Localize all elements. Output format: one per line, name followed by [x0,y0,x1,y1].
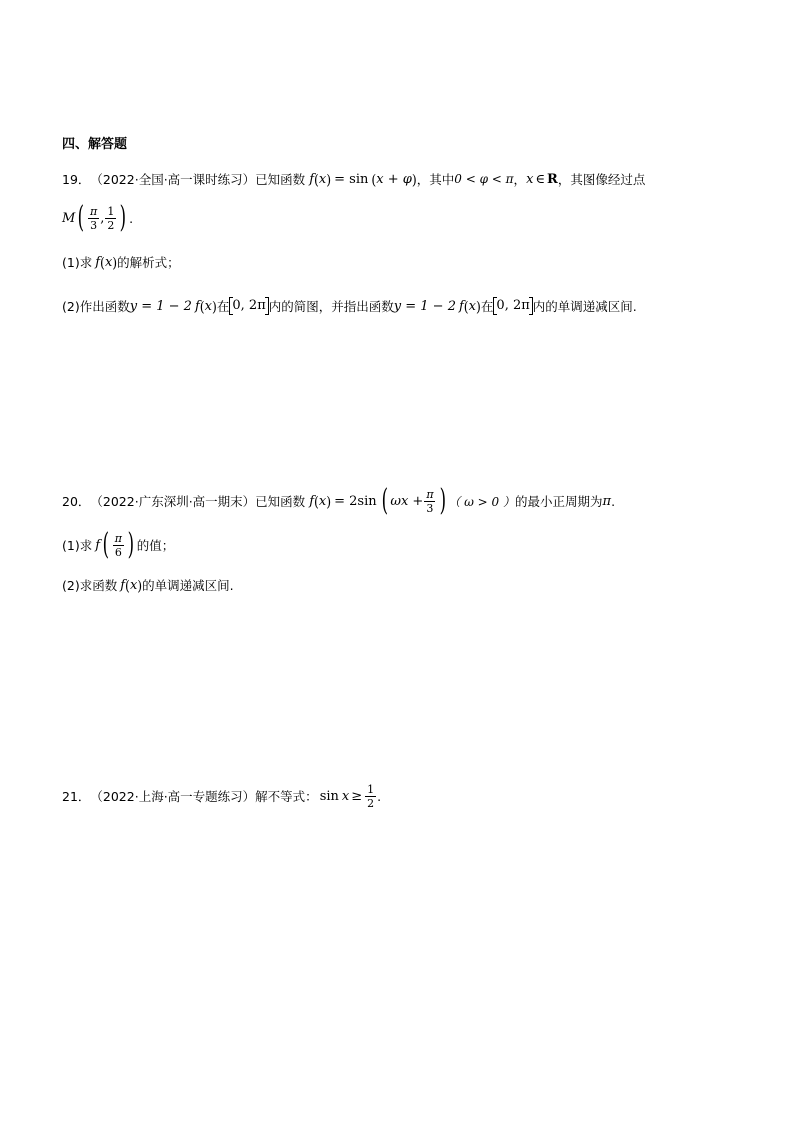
question-source: （2022·上海·高一专题练习） [90,789,256,804]
fraction-pi-over-3: $\frac{\pi}{3}$ [426,487,434,515]
math-reals: R [547,171,558,187]
question-text: 解不等式： [255,789,318,804]
question-text: 已知函数 [255,494,306,509]
question-19-part-1: (1) 求 f ( x ) 的解析式； [62,253,180,271]
separator: ， [513,172,527,187]
part-label: (1) [62,254,80,270]
question-source: （2022·全国·高一课时练习） [90,172,256,187]
fraction-pi-over-3: $\frac{\pi}{3}$ [90,204,98,232]
section-title: 四、解答题 [62,137,128,152]
math-omega-x: ωx + [390,493,424,509]
question-19-stem: 19． （2022·全国·高一课时练习） 已知函数 f ( x ) = sin ( x + φ ) ，其中 0 < φ < π ， x ∈ R ，其图像经过点 [62,170,646,188]
math-x: x [526,171,534,187]
question-text: ，其图像经过点 [557,172,646,187]
fraction-pi-over-6: $\frac{\pi}{6}$ [114,531,122,559]
part-label: (1) [62,537,80,553]
fraction-1-over-2: $\frac{1}{2}$ [367,782,375,810]
math-interval: 0, 2π [229,297,268,315]
question-20-stem: 20． （2022·广东深圳·高一期末） 已知函数 f ( x ) = 2sin ( ωx + $\frac{\pi}{3}$ ) （ ω > 0 ） 的最小正周期为 π . [62,483,616,518]
question-text: ，其中 [416,172,455,187]
math-equals-2sin: = 2sin [334,493,377,509]
math-pi: π [602,493,612,509]
math-in: ∈ [535,171,546,187]
math-condition-phi: 0 < φ < π [454,172,514,186]
math-point-M: M [62,210,76,226]
question-text: 已知函数 [255,172,306,187]
math-y-expression: y = 1 − 2 [129,298,192,314]
math-x-plus-phi: x + φ [376,171,412,187]
question-20-part-2: (2) 求函数 f ( x ) 的单调递减区间. [62,576,234,594]
part-label: (2) [62,298,80,314]
math-equals-sin: = sin [334,171,369,187]
math-interval: 0, 2π [493,297,532,315]
math-x: x [318,171,327,187]
question-number: 20． [62,494,91,509]
fraction-1-over-2: $\frac{1}{2}$ [107,204,115,232]
part-label: (2) [62,577,80,593]
math-f: f [309,171,314,187]
question-19-point: M ( $\frac{\pi}{3}$ , $\frac{1}{2}$ ) . [62,200,134,235]
question-source: （2022·广东深圳·高一期末） [90,494,256,509]
math-condition-omega: （ ω > 0 ） [448,494,515,509]
question-21-stem: 21． （2022·上海·高一专题练习） 解不等式： sin x ≥ $\frac{1}{2}$ . [62,782,382,810]
question-number: 21． [62,789,91,804]
question-19-part-2: (2) 作出函数 y = 1 − 2 f ( x ) 在 0, 2π 内的简图，并指出函数 y = 1 − 2 f ( x ) 在 0, 2π 内的单调递减区间. [62,297,637,315]
question-number: 19． [62,172,91,187]
question-20-part-1: (1) 求 f ( $\frac{\pi}{6}$ ) 的值； [62,527,175,562]
